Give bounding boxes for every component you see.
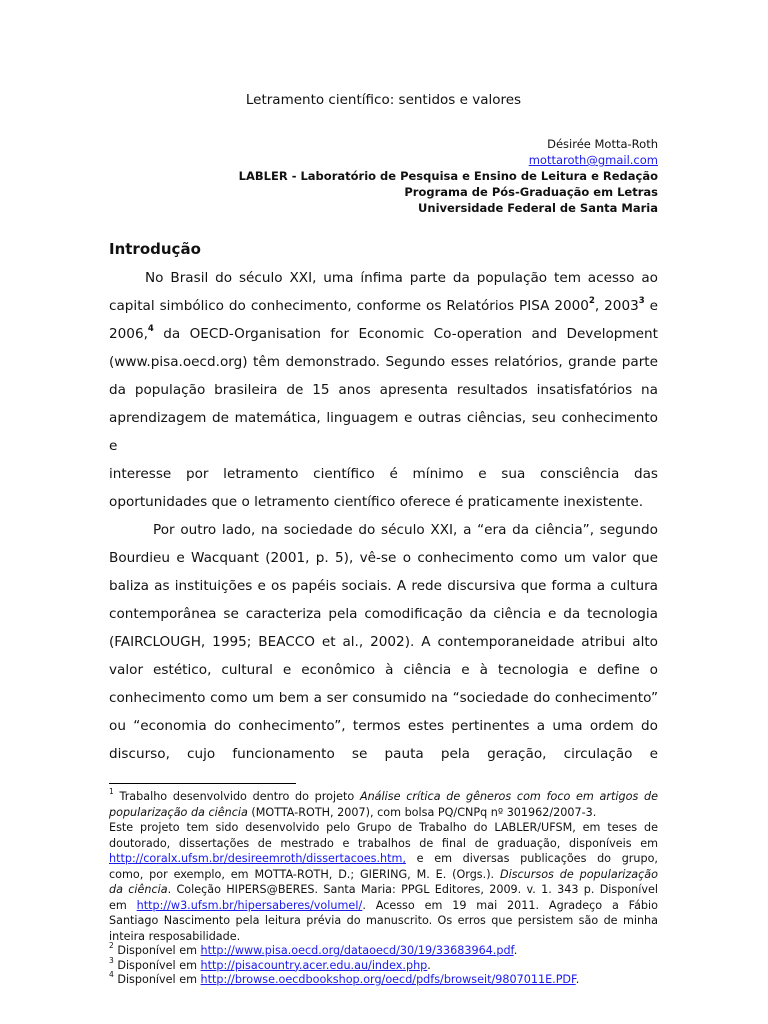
footnote-separator	[109, 783, 296, 784]
text-line: oportunidades que o letramento científico oferece é praticamente inexistente.	[109, 494, 644, 510]
pisa-pdf-link[interactable]: http://www.pisa.oecd.org/dataoecd/30/19/33683964.pdf	[200, 944, 514, 957]
dissertations-link[interactable]: http://coralx.ufsm.br/desireemroth/dissertacoes.htm,	[109, 852, 406, 865]
text-line: No Brasil do século XXI, uma ínfima parte da população tem acesso ao	[145, 270, 658, 286]
footnotes	[109, 789, 658, 988]
footnote-2: $^2$ Disponível em http://www.pisa.oecd.org/dataoecd/30/19/33683964.pdf.	[109, 941, 518, 957]
footnote-3: $^3$ Disponível em http://pisacountry.acer.edu.au/index.php.	[109, 955, 431, 972]
text-line: 2006,$^4$ da OECD-Organisation for Economic Co-operation and Development	[109, 324, 658, 342]
pisacountry-link[interactable]: http://pisacountry.acer.edu.au/index.php	[200, 958, 428, 972]
author-block	[109, 136, 658, 216]
text-line: interesse por letramento científico é mínimo e sua consciência das	[109, 466, 658, 482]
text-line: valor estético, cultural e econômico à ciência e à tecnologia e define o	[109, 662, 658, 678]
footnote-4: $^4$ Disponível em http://browse.oecdbookshop.org/oecd/pdfs/browseit/9807011E.PDF.	[109, 970, 580, 986]
hipersaberes-link[interactable]: http://w3.ufsm.br/hipersaberes/volumeI/	[136, 898, 363, 912]
text-line: contemporânea se caracteriza pela comodificação da ciência e da tecnologia	[109, 606, 658, 622]
author-name: Désirée Motta-Roth	[547, 137, 658, 151]
footnote-ref-4[interactable]: 4	[147, 324, 154, 335]
text-line: (www.pisa.oecd.org) têm demonstrado. Segundo esses relatórios, grande parte	[109, 354, 658, 370]
oecd-bookshop-link[interactable]: http://browse.oecdbookshop.org/oecd/pdfs/browseit/9807011E.PDF	[200, 973, 576, 986]
document-title: Letramento científico: sentidos e valores	[245, 92, 522, 108]
text-line: ou “economia do conhecimento”, termos estes pertinentes a uma ordem do	[109, 718, 658, 734]
footnote-ref-3[interactable]: 3	[638, 296, 645, 307]
text-line: discurso, cujo funcionamento se pauta pela geração, circulação e	[109, 746, 658, 762]
affiliation-lab: LABLER - Laboratório de Pesquisa e Ensino de Leitura e Redação	[238, 169, 658, 183]
section-heading: Introdução	[109, 240, 201, 258]
text-line: capital simbólico do conhecimento, conforme os Relatórios PISA 2000$^2$, 2003$^3$ e	[109, 296, 658, 314]
affiliation-program: Programa de Pós-Graduação em Letras	[404, 185, 658, 199]
affiliation-university: Universidade Federal de Santa Maria	[418, 201, 658, 215]
text-line: conhecimento como um bem a ser consumido na “sociedade do conhecimento”	[109, 690, 658, 706]
paragraph-1	[109, 264, 658, 516]
paragraph-2	[109, 516, 658, 768]
author-email-link[interactable]: mottaroth@gmail.com	[528, 153, 658, 167]
footnote-1: $^1$ Trabalho desenvolvido dentro do projeto Análise crítica de gêneros com foco em artigos de popularização da ciência (MOTTA-ROTH, 2007), com bolsa PQ/CNPq nº 301962/2007-3. Este projeto tem sido desenvolvido pelo Grupo de Trabalho do LABLER/UFSM, em teses de doutorado, dissertações de mestrado e trabalhos de final de graduação, disponíveis em http://coralx.ufsm.br/desireemroth/dissertacoes.htm, e em diversas publicações do grupo, como, por exemplo, em MOTTA-ROTH, D.; GIERING, M. E. (Orgs.). Discursos de popularização da ciência. Coleção HIPERS@BERES. Santa Maria: PPGL Editores, 2009. v. 1. 343 p. Disponível em http://w3.ufsm.br/hipersaberes/volumeI/. Acesso em 19 mai 2011. Agradeço a Fábio Santiago Nascimento pela leitura prévia do manuscrito. Os erros que persistem são de minha inteira resposabilidade.	[109, 787, 658, 943]
text-line: baliza as instituições e os papéis sociais. A rede discursiva que forma a cultura	[109, 578, 658, 594]
text-line: Bourdieu e Wacquant (2001, p. 5), vê-se o conhecimento como um valor que	[109, 550, 658, 566]
text-line: aprendizagem de matemática, linguagem e outras ciências, seu conhecimento e	[109, 410, 658, 454]
text-line: (FAIRCLOUGH, 1995; BEACCO et al., 2002). A contemporaneidade atribui alto	[109, 634, 658, 650]
text-line: Por outro lado, na sociedade do século XXI, a “era da ciência”, segundo	[153, 522, 658, 538]
footnote-number: 1	[109, 787, 114, 797]
footnote-ref-2[interactable]: 2	[588, 296, 595, 307]
body-text	[109, 264, 658, 768]
text-line: da população brasileira de 15 anos apresenta resultados insatisfatórios na	[109, 382, 658, 398]
